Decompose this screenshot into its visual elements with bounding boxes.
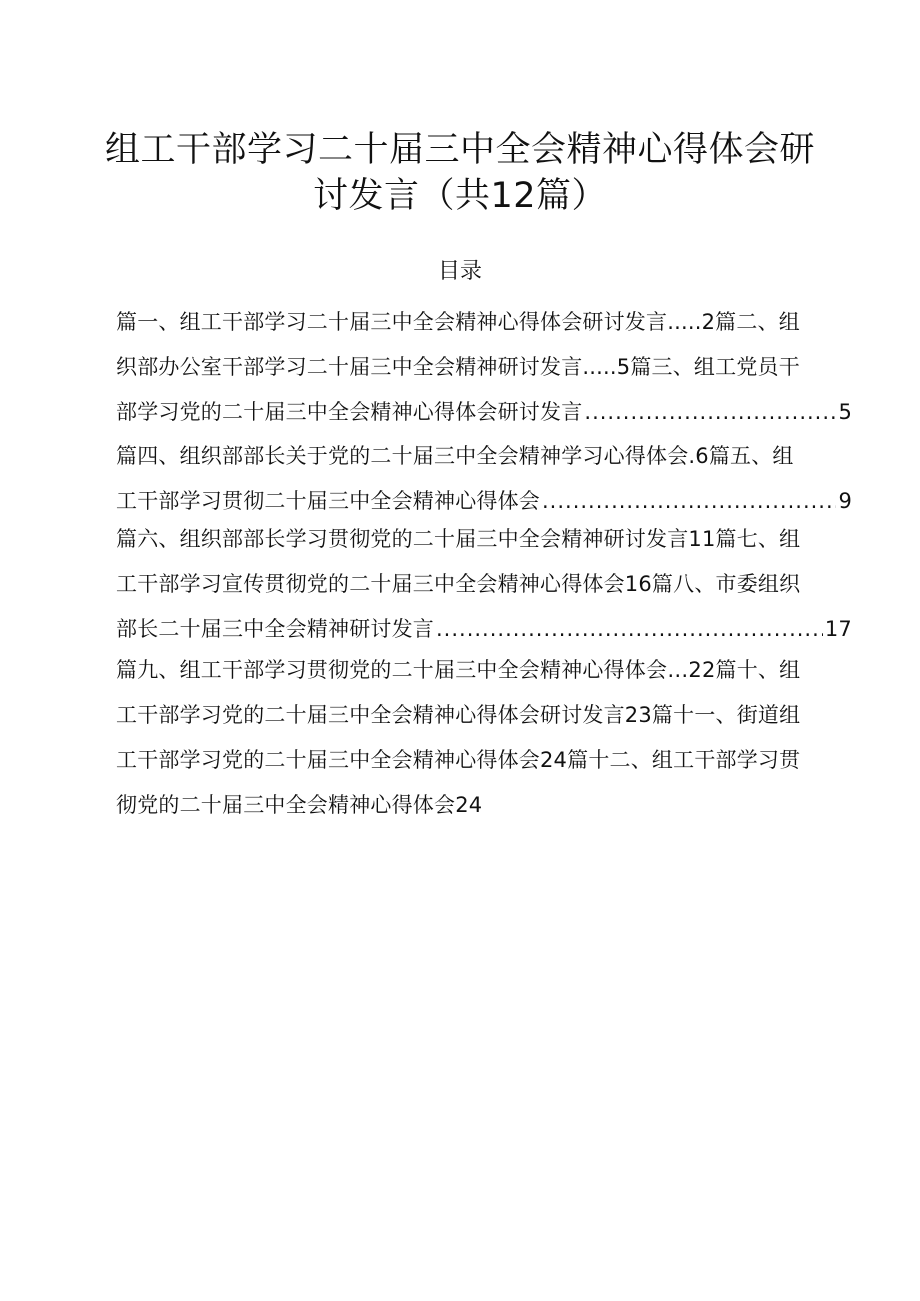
dot-leader bbox=[436, 607, 823, 652]
toc-entry-text: 部长二十届三中全会精神研讨发言 bbox=[116, 617, 434, 641]
toc-line: 工干部学习宣传贯彻党的二十届三中全会精神心得体会16篇八、市委组织 bbox=[116, 572, 801, 596]
toc-paragraph-1 bbox=[116, 300, 852, 435]
toc-line: 彻党的二十届三中全会精神心得体会24 bbox=[116, 793, 483, 817]
toc-paragraph-3 bbox=[116, 517, 852, 652]
toc-line-with-leader bbox=[116, 607, 852, 652]
toc-paragraph-2 bbox=[116, 434, 852, 524]
toc-line-with-leader bbox=[116, 390, 852, 435]
toc-paragraph-4 bbox=[116, 648, 852, 828]
toc-line: 篇九、组工干部学习贯彻党的二十届三中全会精神心得体会…22篇十、组 bbox=[116, 658, 801, 682]
toc-entry-text: 工干部学习贯彻二十届三中全会精神心得体会 bbox=[116, 489, 540, 513]
document-title-line-2: 讨发言（共12篇） bbox=[312, 176, 608, 216]
toc-line: 篇一、组工干部学习二十届三中全会精神心得体会研讨发言.....2篇二、组 bbox=[116, 310, 800, 334]
toc-line: 工干部学习党的二十届三中全会精神心得体会研讨发言23篇十一、街道组 bbox=[116, 703, 801, 727]
dot-leader bbox=[584, 390, 836, 435]
toc-heading: 目录 bbox=[437, 259, 482, 284]
toc-entry-text: 部学习党的二十届三中全会精神心得体会研讨发言 bbox=[116, 400, 583, 424]
toc-page-number: 9 bbox=[838, 489, 852, 513]
toc-line: 篇六、组织部部长学习贯彻党的二十届三中全会精神研讨发言11篇七、组 bbox=[116, 527, 801, 551]
document-title-line-1: 组工干部学习二十届三中全会精神心得体会研 bbox=[104, 130, 815, 170]
toc-page-number: 17 bbox=[824, 617, 852, 641]
toc-line: 工干部学习党的二十届三中全会精神心得体会24篇十二、组工干部学习贯 bbox=[116, 748, 801, 772]
toc-page-number: 5 bbox=[838, 400, 852, 424]
toc-line: 篇四、组织部部长关于党的二十届三中全会精神学习心得体会.6篇五、组 bbox=[116, 444, 794, 468]
toc-line: 织部办公室干部学习二十届三中全会精神研讨发言.....5篇三、组工党员干 bbox=[116, 355, 800, 379]
